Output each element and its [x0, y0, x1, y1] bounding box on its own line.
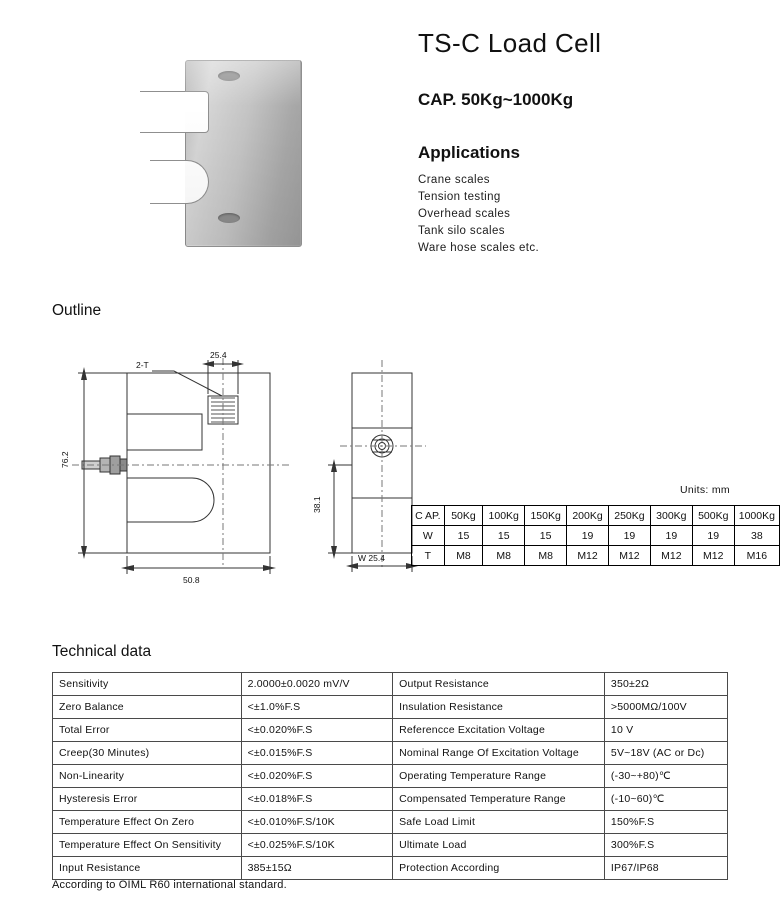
- load-cell-thread-hole-top: [218, 71, 240, 81]
- spec-label: Compensated Temperature Range: [393, 788, 605, 811]
- load-cell-thread-hole-bottom: [218, 213, 240, 223]
- spec-label: Temperature Effect On Sensitivity: [53, 834, 242, 857]
- table-row: [53, 719, 728, 742]
- spec-label: Creep(30 Minutes): [53, 742, 242, 765]
- cap-cell: 150Kg: [525, 506, 567, 526]
- cap-row-label: T: [412, 546, 445, 566]
- cap-cell: 300Kg: [650, 506, 692, 526]
- list-item: Overhead scales: [418, 208, 511, 220]
- cap-cell: M8: [525, 546, 567, 566]
- spec-value: 350±2Ω: [604, 673, 727, 696]
- dimension-side-width: W 25.4: [358, 553, 385, 563]
- standard-footnote: According to OIML R60 international standard.: [52, 879, 287, 891]
- spec-value: <±0.018%F.S: [241, 788, 393, 811]
- table-row: [412, 526, 780, 546]
- spec-value: <±0.015%F.S: [241, 742, 393, 765]
- table-row: [53, 673, 728, 696]
- spec-value: (-30~+80)℃: [604, 765, 727, 788]
- spec-label: Protection According: [393, 857, 605, 880]
- cap-cell: 38: [734, 526, 779, 546]
- table-row: [53, 788, 728, 811]
- cap-cell: M8: [444, 546, 483, 566]
- cap-cell: M12: [567, 546, 609, 566]
- spec-value: 10 V: [604, 719, 727, 742]
- list-item: Crane scales: [418, 174, 490, 186]
- spec-label: Operating Temperature Range: [393, 765, 605, 788]
- spec-label: Insulation Resistance: [393, 696, 605, 719]
- technical-data-table: [52, 672, 728, 880]
- spec-value: 385±15Ω: [241, 857, 393, 880]
- technical-data-heading: Technical data: [52, 643, 152, 660]
- table-row: [412, 506, 780, 526]
- product-photo-load-cell: [140, 55, 370, 260]
- spec-value: <±0.020%F.S: [241, 765, 393, 788]
- cap-row-label: W: [412, 526, 445, 546]
- applications-heading: Applications: [418, 143, 521, 162]
- load-cell-body: [185, 60, 302, 247]
- capacity-table: [411, 505, 780, 566]
- outline-heading: Outline: [52, 302, 102, 319]
- table-row: [53, 742, 728, 765]
- table-row: [412, 546, 780, 566]
- spec-value: 2.0000±0.0020 mV/V: [241, 673, 393, 696]
- spec-value: <±1.0%F.S: [241, 696, 393, 719]
- list-item: Tank silo scales: [418, 225, 505, 237]
- list-item: Tension testing: [418, 191, 501, 203]
- spec-label: Safe Load Limit: [393, 811, 605, 834]
- dimension-thread-note: 2-T: [136, 360, 149, 370]
- cap-cell: M12: [650, 546, 692, 566]
- spec-label: Hysteresis Error: [53, 788, 242, 811]
- spec-label: Input Resistance: [53, 857, 242, 880]
- spec-label: Nominal Range Of Excitation Voltage: [393, 742, 605, 765]
- cap-cell: 15: [525, 526, 567, 546]
- cap-cell: M12: [692, 546, 734, 566]
- spec-value: <±0.010%F.S/10K: [241, 811, 393, 834]
- dimension-top-width: 25.4: [210, 350, 227, 360]
- table-row: [53, 834, 728, 857]
- spec-value: >5000MΩ/100V: [604, 696, 727, 719]
- spec-value: 5V~18V (AC or Dc): [604, 742, 727, 765]
- load-cell-notch-bottom: [150, 160, 209, 204]
- cap-cell: 250Kg: [608, 506, 650, 526]
- spec-value: 300%F.S: [604, 834, 727, 857]
- spec-label: Referencce Excitation Voltage: [393, 719, 605, 742]
- spec-label: Output Resistance: [393, 673, 605, 696]
- list-item: Ware hose scales etc.: [418, 242, 540, 254]
- dimension-bottom-width: 50.8: [183, 575, 200, 585]
- cap-cell: 50Kg: [444, 506, 483, 526]
- table-row: [53, 857, 728, 880]
- spec-label: Zero Balance: [53, 696, 242, 719]
- table-row: [53, 765, 728, 788]
- applications-list: [418, 172, 539, 257]
- cap-cell: 100Kg: [483, 506, 525, 526]
- dimension-overall-height: 76.2: [60, 451, 70, 468]
- cap-row-label: C AP.: [412, 506, 445, 526]
- load-cell-notch-top: [140, 91, 209, 133]
- cap-cell: M12: [608, 546, 650, 566]
- cap-cell: 15: [483, 526, 525, 546]
- cap-cell: M8: [483, 546, 525, 566]
- spec-value: <±0.025%F.S/10K: [241, 834, 393, 857]
- page-title: TS-C Load Cell: [418, 28, 602, 58]
- spec-value: IP67/IP68: [604, 857, 727, 880]
- spec-value: <±0.020%F.S: [241, 719, 393, 742]
- spec-value: (-10~60)℃: [604, 788, 727, 811]
- cap-cell: 15: [444, 526, 483, 546]
- spec-label: Total Error: [53, 719, 242, 742]
- table-row: [53, 696, 728, 719]
- spec-value: 150%F.S: [604, 811, 727, 834]
- cap-cell: 200Kg: [567, 506, 609, 526]
- dimension-side-height: 38.1: [312, 496, 322, 513]
- capacity-label: CAP. 50Kg~1000Kg: [418, 90, 574, 109]
- hero-section: [0, 0, 780, 285]
- spec-label: Ultimate Load: [393, 834, 605, 857]
- cap-cell: 1000Kg: [734, 506, 779, 526]
- cap-cell: 19: [567, 526, 609, 546]
- spec-label: Temperature Effect On Zero: [53, 811, 242, 834]
- spec-label: Non-Linearity: [53, 765, 242, 788]
- cap-cell: 19: [692, 526, 734, 546]
- cap-cell: 19: [650, 526, 692, 546]
- units-label: Units: mm: [680, 484, 730, 496]
- table-row: [53, 811, 728, 834]
- cap-cell: 500Kg: [692, 506, 734, 526]
- cap-cell: 19: [608, 526, 650, 546]
- cap-cell: M16: [734, 546, 779, 566]
- spec-label: Sensitivity: [53, 673, 242, 696]
